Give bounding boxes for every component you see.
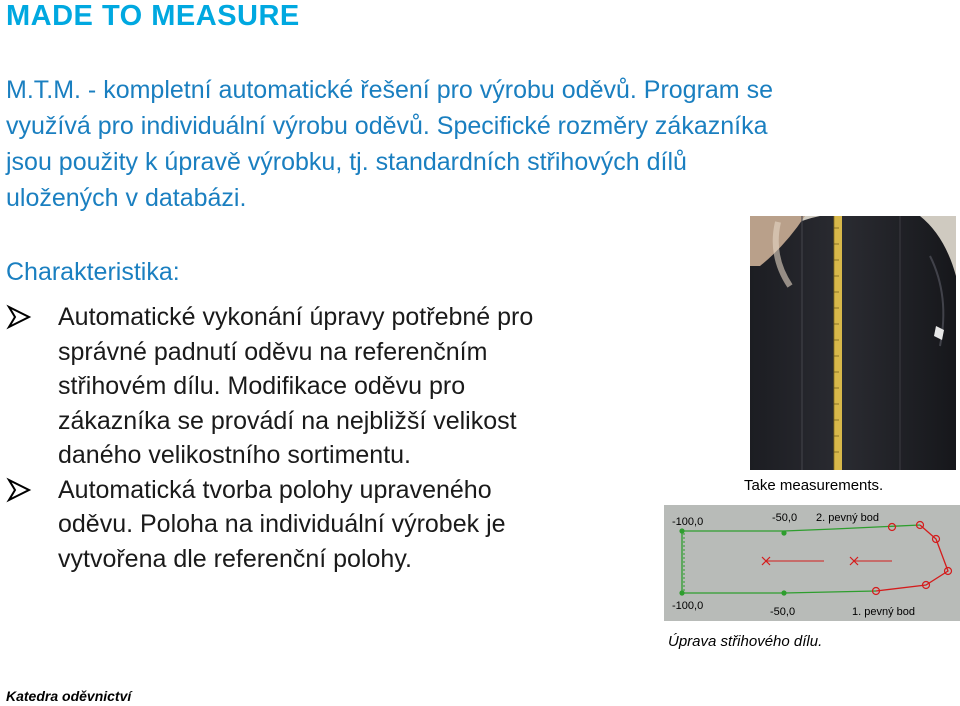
bullet-line: oděvu. Poloha na individuální výrobek je: [58, 510, 506, 538]
pattern-label-top-point: 2. pevný bod: [816, 512, 879, 524]
pattern-label-top-mid: -50,0: [772, 512, 798, 524]
bullet-line: správné padnutí oděvu na referenčním: [58, 337, 488, 366]
bullet-line: vytvořena dle referenční polohy.: [58, 544, 412, 573]
bullet-line: daného velikostního sortimentu.: [58, 441, 411, 469]
intro-line: využívá pro individuální výrobu oděvů. Specifické rozměry zákazníka: [6, 112, 768, 140]
intro-line: jsou použity k úpravě výrobku, tj. standardních střihových dílů: [6, 148, 687, 176]
photo-caption: Take measurements.: [744, 477, 884, 494]
bullet-line: střihovém dílu. Modifikace oděvu pro: [58, 372, 466, 400]
arrow-bullet-icon: [6, 304, 32, 330]
footer-department: Katedra oděvnictví: [6, 688, 132, 704]
pattern-label-bottom-point: 1. pevný bod: [852, 606, 915, 618]
intro-line: M.T.M. - kompletní automatické řešení pro výrobu oděvů. Program se: [6, 76, 773, 104]
jacket-measurement-photo: [750, 216, 956, 470]
pattern-label-top-left: -100,0: [672, 516, 704, 528]
pattern-caption: Úprava střihového dílu.: [668, 633, 823, 650]
pattern-adjustment-diagram: [664, 505, 960, 621]
bullet-line: zákazníka se provádí na nejbližší velikost: [58, 406, 517, 435]
characteristics-heading: Charakteristika:: [6, 258, 180, 286]
page-title: MADE TO MEASURE: [6, 0, 300, 32]
intro-line: uložených v databázi.: [6, 184, 247, 212]
pattern-label-bottom-left: -100,0: [672, 600, 704, 612]
characteristics-list: [6, 300, 626, 576]
arrow-bullet-icon: [6, 477, 32, 503]
bullet-item: [6, 300, 626, 473]
bullet-line: Automatická tvorba polohy upraveného: [58, 475, 492, 504]
bullet-item: [6, 473, 626, 577]
pattern-label-bottom-mid: -50,0: [770, 606, 796, 618]
intro-paragraph: [6, 72, 906, 216]
bullet-line: Automatické vykonání úpravy potřebné pro: [58, 303, 534, 331]
